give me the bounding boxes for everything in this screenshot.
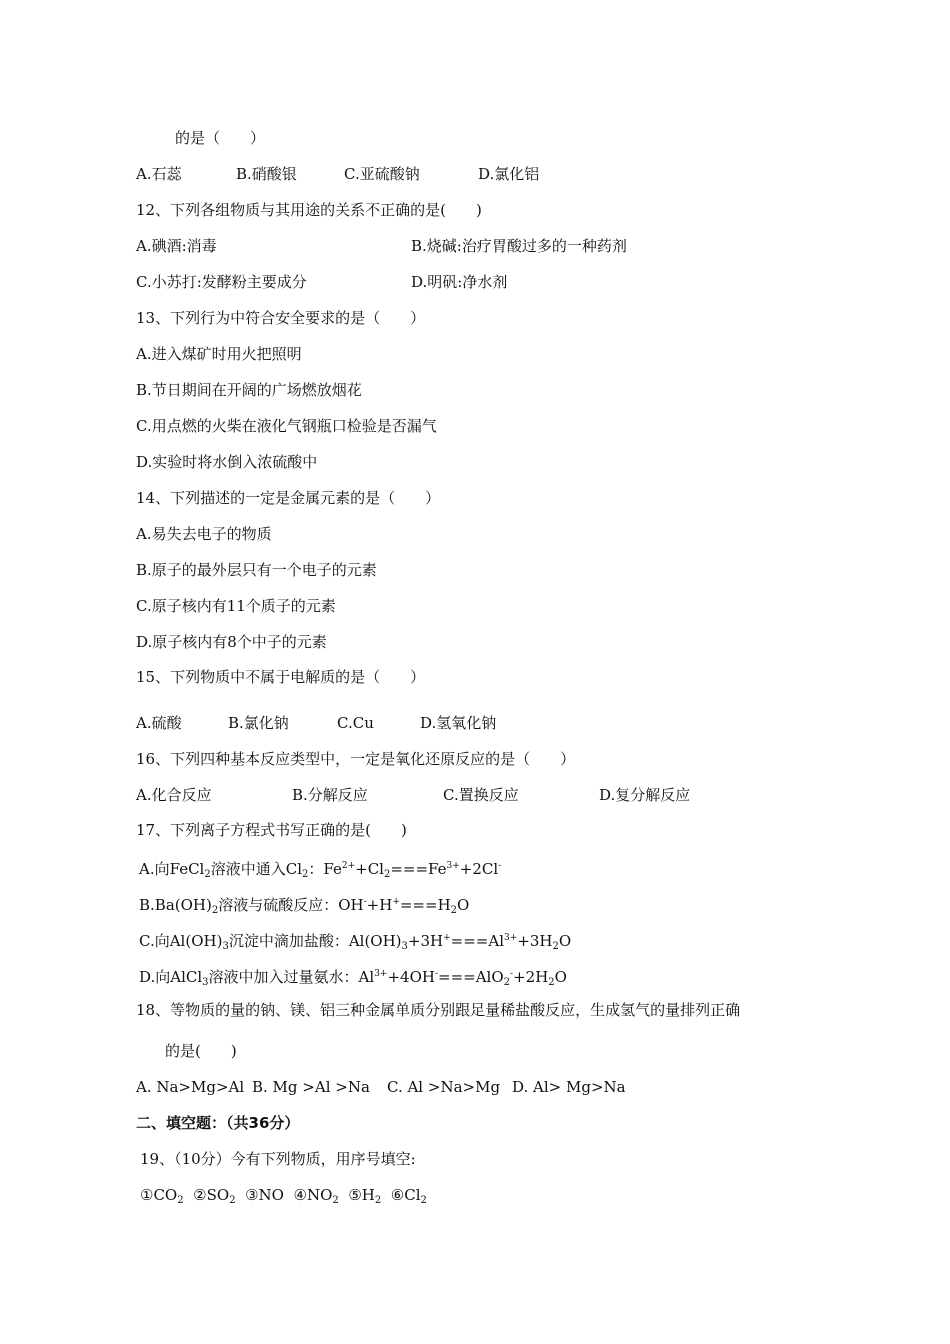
q11-option-d: D.氯化铝 — [478, 165, 540, 183]
q15-option-c: C.Cu — [337, 714, 374, 732]
q12-stem: 12、下列各组物质与其用途的关系不正确的是( ) — [136, 201, 482, 219]
q14-option-b: B.原子的最外层只有一个电子的元素 — [136, 561, 377, 579]
q11-stem-cont: 的是（ ） — [175, 129, 266, 147]
q14-option-d: D.原子核内有8个中子的元素 — [136, 633, 327, 651]
q16-option-d: D.复分解反应 — [599, 786, 691, 804]
q14-option-c: C.原子核内有11个质子的元素 — [136, 597, 336, 615]
q18-stem: 18、等物质的量的钠、镁、铝三种金属单质分别跟足量稀盐酸反应，生成氢气的量排列正确 — [136, 1001, 741, 1019]
q17-option-b: $B.Ba(OH)_2$溶液与硫酸反应：$OH^-+H^+===H_2O$ — [139, 896, 470, 916]
q13-option-a: A.进入煤矿时用火把照明 — [136, 345, 302, 363]
q13-stem: 13、下列行为中符合安全要求的是（ ） — [136, 309, 426, 327]
q18-option-a: A. Na>Mg>Al — [136, 1078, 245, 1096]
q15-stem: 15、下列物质中不属于电解质的是（ ） — [136, 668, 426, 686]
q15-option-a: A.硫酸 — [136, 714, 182, 732]
q18-stem-cont: 的是( ) — [165, 1042, 237, 1060]
q19-item: $⑤H_2$ — [348, 1186, 382, 1206]
q19-item: $④NO_2$ — [293, 1186, 339, 1206]
q19-item: $②SO_2$ — [193, 1186, 236, 1206]
q15-option-b: B.氯化钠 — [228, 714, 289, 732]
q12-option-a: A.碘酒:消毒 — [136, 237, 217, 255]
q18-option-c: C. Al >Na>Mg — [387, 1078, 501, 1096]
section-title: 二、填空题：（共36分） — [136, 1114, 300, 1132]
q11-option-b: B.硝酸银 — [236, 165, 297, 183]
q18-option-b: B. Mg >Al >Na — [252, 1078, 370, 1096]
q19-stem: 19、（10分）今有下列物质，用序号填空: — [140, 1150, 416, 1168]
q17-option-c: C.向$Al(OH)_3$沉淀中滴加盐酸：$Al(OH)_3+3H^+===Al^{3+}+3H_2O$ — [139, 932, 572, 952]
q19-item: ③NO — [245, 1186, 284, 1204]
q14-option-a: A.易失去电子的物质 — [136, 525, 272, 543]
q11-option-a: A.石蕊 — [136, 165, 182, 183]
q17-stem: 17、下列离子方程式书写正确的是( ) — [136, 821, 407, 839]
q16-stem: 16、下列四种基本反应类型中，一定是氧化还原反应的是（ ） — [136, 750, 576, 768]
q13-option-c: C.用点燃的火柴在液化气钢瓶口检验是否漏气 — [136, 417, 437, 435]
q12-option-b: B.烧碱:治疗胃酸过多的一种药剂 — [411, 237, 627, 255]
q16-option-a: A.化合反应 — [136, 786, 212, 804]
q14-stem: 14、下列描述的一定是金属元素的是（ ） — [136, 489, 441, 507]
q11-option-c: C.亚硫酸钠 — [344, 165, 420, 183]
q19-items — [140, 1185, 427, 1211]
q19-item: $①CO_2$ — [140, 1186, 184, 1206]
q13-option-d: D.实验时将水倒入浓硫酸中 — [136, 453, 318, 471]
q16-option-c: C.置换反应 — [443, 786, 519, 804]
q17-option-d: D.向AlCl$_3$溶液中加入过量氨水：$Al^{3+}+4OH^-===AlO_2^-+2H_2O$ — [139, 968, 567, 988]
q17-option-a: A.向FeCl$_2$溶液中通入$Cl_2$：$Fe^{2+}+Cl_2===Fe^{3+}+2Cl^-$ — [139, 860, 502, 880]
q16-option-b: B.分解反应 — [292, 786, 368, 804]
q18-option-d: D. Al> Mg>Na — [512, 1078, 626, 1096]
q12-option-c: C.小苏打:发酵粉主要成分 — [136, 273, 307, 291]
q13-option-b: B.节日期间在开阔的广场燃放烟花 — [136, 381, 362, 399]
q12-option-d: D.明矾:净水剂 — [411, 273, 508, 291]
q15-option-d: D.氢氧化钠 — [420, 714, 497, 732]
q19-item: $⑥Cl_2$ — [390, 1186, 427, 1206]
